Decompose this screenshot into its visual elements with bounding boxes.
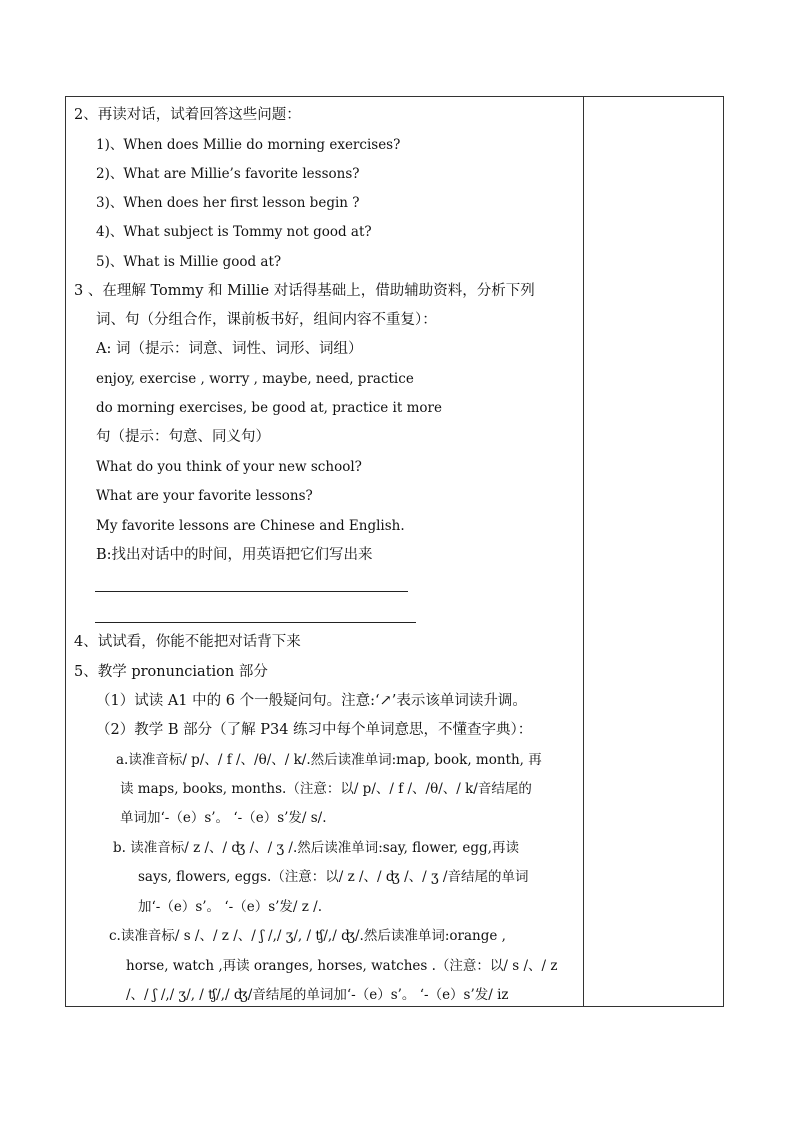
pron-a-line-3: 单词加‘-（e）s’。 ‘-（e）s’发/ s/. bbox=[120, 810, 327, 826]
question-4: 4)、What subject is Tommy not good at? bbox=[96, 224, 372, 240]
lesson-table bbox=[65, 96, 724, 1007]
part-a-label: A: 词（提示：词意、词性、词形、词组） bbox=[96, 341, 363, 357]
pron-c-line-1: c.读准音标/ s /、/ z /、/ ʃ /,/ ʒ/, / ʧ/,/ ʤ/.然后读准单词:orange , bbox=[109, 928, 506, 944]
sentence-2: What are your favorite lessons? bbox=[96, 488, 313, 504]
pron-a-line-1: a.读准音标/ p/、/ f /、/θ/、/ k/.然后读准单词:map, book, month, 再 bbox=[116, 752, 542, 768]
vocab-words: enjoy, exercise , worry , maybe, need, practice bbox=[96, 371, 414, 387]
question-3: 3)、When does her first lesson begin ? bbox=[96, 195, 360, 211]
pron-a-line-2: 读 maps, books, months.（注意：以/ p/、/ f /、/θ/、/ k/音结尾的 bbox=[120, 781, 532, 797]
section-3-heading: 3 、在理解 Tommy 和 Millie 对话得基础上，借助辅助资料，分析下列 bbox=[74, 283, 535, 299]
vocab-phrases: do morning exercises, be good at, practice it more bbox=[96, 400, 442, 416]
content-cell bbox=[66, 97, 583, 1006]
pron-c-line-3: /、/ ʃ /,/ ʒ/, / ʧ/,/ ʤ/音结尾的单词加‘-（e）s’。 ‘-（e）s’发/ iz bbox=[126, 987, 509, 1003]
column-divider bbox=[583, 97, 584, 1006]
question-1: 1)、When does Millie do morning exercises? bbox=[96, 137, 401, 153]
answer-blank-1 bbox=[95, 591, 408, 592]
pron-step-2: （2）教学 B 部分（了解 P34 练习中每个单词意思，不懂查字典）： bbox=[96, 722, 533, 738]
section-3-heading-cont: 词、句（分组合作，课前板书好，组间内容不重复）： bbox=[96, 312, 437, 328]
pron-step-1: （1）试读 A1 中的 6 个一般疑问句。注意:‘↗’表示该单词读升调。 bbox=[96, 693, 527, 709]
pron-b-line-2: says, flowers, eggs.（注意：以/ z /、/ ʤ /、/ ʒ /音结尾的单词 bbox=[138, 869, 529, 885]
sentence-3: My favorite lessons are Chinese and English. bbox=[96, 518, 405, 534]
sentence-1: What do you think of your new school? bbox=[96, 459, 362, 475]
pron-b-line-1: b. 读准音标/ z /、/ ʤ /、/ ʒ /.然后读准单词:say, flower, egg,再读 bbox=[113, 840, 519, 856]
section-4-heading: 4、试试看，你能不能把对话背下来 bbox=[74, 634, 301, 650]
answer-blank-2 bbox=[95, 622, 416, 623]
question-5: 5)、What is Millie good at? bbox=[96, 254, 282, 270]
part-b-label: B:找出对话中的时间，用英语把它们写出来 bbox=[96, 547, 373, 563]
section-2-heading: 2、再读对话，试着回答这些问题： bbox=[74, 107, 301, 123]
pron-b-line-3: 加‘-（e）s’。 ‘-（e）s’发/ z /. bbox=[138, 899, 322, 915]
pron-c-line-2: horse, watch ,再读 oranges, horses, watches .（注意：以/ s /、/ z bbox=[126, 958, 558, 974]
section-5-heading: 5、教学 pronunciation 部分 bbox=[74, 664, 268, 680]
sentence-label: 句（提示：句意、同义句） bbox=[96, 429, 270, 445]
question-2: 2)、What are Millie’s favorite lessons? bbox=[96, 166, 360, 182]
